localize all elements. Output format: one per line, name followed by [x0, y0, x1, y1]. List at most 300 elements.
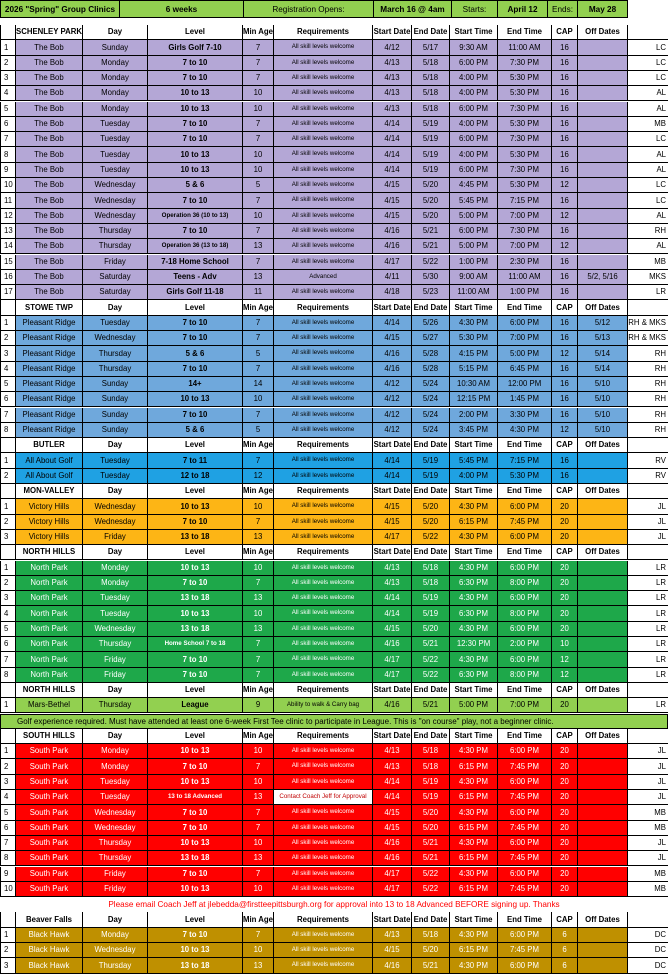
coach-initials: LR — [628, 285, 668, 300]
start-date: 4/17 — [373, 867, 412, 882]
cap: 20 — [552, 499, 578, 514]
end-time: 6:00 PM — [498, 867, 552, 882]
row-number: 10 — [0, 178, 16, 193]
off-dates — [578, 744, 628, 759]
min-age: 11 — [243, 285, 274, 300]
start-date: 4/16 — [373, 637, 412, 652]
start-time: 4:45 PM — [450, 178, 498, 193]
end-date: 5/21 — [412, 698, 450, 713]
end-time: 6:00 PM — [498, 836, 552, 851]
cap: 16 — [552, 255, 578, 270]
requirements: All skill levels welcome — [274, 316, 373, 331]
end-date: 5/18 — [412, 561, 450, 576]
row-number: 1 — [0, 316, 16, 331]
level: Level — [148, 545, 243, 560]
location: BUTLER — [16, 438, 83, 453]
location: The Bob — [16, 117, 83, 132]
off-dates — [578, 958, 628, 973]
day: Tuesday — [83, 591, 148, 606]
off-dates — [578, 193, 628, 208]
start-date: 4/16 — [373, 239, 412, 254]
off-dates: 5/13 — [578, 331, 628, 346]
cap: 20 — [552, 805, 578, 820]
min-age: 13 — [243, 622, 274, 637]
off-dates — [578, 928, 628, 943]
min-age: Min Age — [243, 912, 274, 927]
coach-initials — [628, 484, 668, 499]
level: 7 to 10 — [148, 668, 243, 683]
location: South Park — [16, 851, 83, 866]
cap: 20 — [552, 698, 578, 713]
start-time: 4:00 PM — [450, 86, 498, 101]
off-dates — [578, 867, 628, 882]
start-time: Start Time — [450, 25, 498, 40]
level: 13 to 18 — [148, 851, 243, 866]
requirements: Requirements — [274, 25, 373, 40]
level: 7 to 10 — [148, 576, 243, 591]
start-date: Start Date — [373, 912, 412, 927]
row-number: 1 — [0, 698, 16, 713]
off-dates: Off Dates — [578, 912, 628, 927]
off-dates — [578, 40, 628, 55]
off-dates — [578, 882, 628, 897]
off-dates — [578, 132, 628, 147]
min-age: 13 — [243, 530, 274, 545]
level: 7 to 10 — [148, 652, 243, 667]
start-time: 4:15 PM — [450, 346, 498, 361]
day: Friday — [83, 530, 148, 545]
requirements: All skill levels welcome — [274, 71, 373, 86]
cap: 16 — [552, 316, 578, 331]
off-dates — [578, 576, 628, 591]
level: Level — [148, 729, 243, 744]
requirements: All skill levels welcome — [274, 209, 373, 224]
off-dates — [578, 147, 628, 162]
coach-initials: RV — [628, 453, 668, 468]
requirements: Requirements — [274, 545, 373, 560]
requirements: All skill levels welcome — [274, 561, 373, 576]
end-time: 8:00 PM — [498, 668, 552, 683]
day: Friday — [83, 882, 148, 897]
day: Sunday — [83, 40, 148, 55]
starts-label: Starts: — [452, 0, 498, 18]
location: North Park — [16, 637, 83, 652]
min-age: 7 — [243, 56, 274, 71]
off-dates: Off Dates — [578, 545, 628, 560]
start-date: 4/17 — [373, 668, 412, 683]
cap: 12 — [552, 652, 578, 667]
off-dates: Off Dates — [578, 300, 628, 315]
day: Thursday — [83, 958, 148, 973]
end-date: End Date — [412, 545, 450, 560]
row-number: 5 — [0, 377, 16, 392]
table-row — [0, 270, 668, 285]
row-number: 1 — [0, 744, 16, 759]
end-time: 7:45 PM — [498, 759, 552, 774]
row-number: 2 — [0, 331, 16, 346]
location: Pleasant Ridge — [16, 392, 83, 407]
location: North Park — [16, 668, 83, 683]
row-number: 15 — [0, 255, 16, 270]
requirements: Requirements — [274, 438, 373, 453]
location: Mars-Bethel — [16, 698, 83, 713]
start-time: 4:30 PM — [450, 622, 498, 637]
requirements: All skill levels welcome — [274, 744, 373, 759]
requirements: All skill levels welcome — [274, 775, 373, 790]
end-date: 5/20 — [412, 499, 450, 514]
end-time: 6:00 PM — [498, 316, 552, 331]
table-row — [0, 316, 668, 331]
off-dates — [578, 622, 628, 637]
end-date: End Date — [412, 683, 450, 698]
end-time: 7:45 PM — [498, 882, 552, 897]
off-dates — [578, 851, 628, 866]
location: The Bob — [16, 71, 83, 86]
end-date: 5/19 — [412, 790, 450, 805]
start-time: 6:00 PM — [450, 224, 498, 239]
requirements: Advanced — [274, 270, 373, 285]
end-date: 5/19 — [412, 775, 450, 790]
row-number: 5 — [0, 805, 16, 820]
table-row — [0, 255, 668, 270]
start-time: 9:00 AM — [450, 270, 498, 285]
min-age: 10 — [243, 943, 274, 958]
row-number: 2 — [0, 515, 16, 530]
off-dates — [578, 285, 628, 300]
start-date: 4/16 — [373, 698, 412, 713]
requirements: All skill levels welcome — [274, 652, 373, 667]
off-dates: 5/2, 5/16 — [578, 270, 628, 285]
end-time: 6:00 PM — [498, 561, 552, 576]
min-age: 13 — [243, 591, 274, 606]
coach-initials — [628, 545, 668, 560]
level: 7 to 10 — [148, 56, 243, 71]
start-time: 4:30 PM — [450, 561, 498, 576]
off-dates — [578, 606, 628, 621]
cap: 16 — [552, 147, 578, 162]
start-time: 4:00 PM — [450, 469, 498, 484]
ends-date: May 28 — [578, 0, 628, 18]
start-time: 5:15 PM — [450, 362, 498, 377]
coach-initials: AL — [628, 147, 668, 162]
end-date: 5/21 — [412, 224, 450, 239]
level: 10 to 13 — [148, 836, 243, 851]
row-number: 12 — [0, 209, 16, 224]
coach-initials: MB — [628, 821, 668, 836]
row-number: 8 — [0, 851, 16, 866]
level: 5 & 6 — [148, 178, 243, 193]
level: Level — [148, 438, 243, 453]
level: 7 to 10 — [148, 515, 243, 530]
cap: 16 — [552, 86, 578, 101]
row-number — [0, 300, 16, 315]
row-number — [0, 438, 16, 453]
start-date: 4/13 — [373, 561, 412, 576]
row-number: 6 — [0, 637, 16, 652]
coach-initials: LC — [628, 132, 668, 147]
day: Monday — [83, 102, 148, 117]
min-age: 10 — [243, 163, 274, 178]
day: Monday — [83, 71, 148, 86]
start-date: 4/13 — [373, 71, 412, 86]
end-time: 5:30 PM — [498, 469, 552, 484]
start-date: Start Date — [373, 484, 412, 499]
table-row — [0, 958, 668, 973]
start-date: 4/15 — [373, 178, 412, 193]
cap: 16 — [552, 163, 578, 178]
start-time: 4:30 PM — [450, 928, 498, 943]
location: The Bob — [16, 40, 83, 55]
day: Thursday — [83, 698, 148, 713]
location: The Bob — [16, 193, 83, 208]
cap: 12 — [552, 178, 578, 193]
location: The Bob — [16, 209, 83, 224]
off-dates — [578, 775, 628, 790]
end-time: 6:00 PM — [498, 805, 552, 820]
off-dates — [578, 86, 628, 101]
end-time: 7:45 PM — [498, 943, 552, 958]
end-time: 5:30 PM — [498, 147, 552, 162]
table-row — [0, 637, 668, 652]
off-dates — [578, 652, 628, 667]
row-number: 3 — [0, 775, 16, 790]
start-date: 4/17 — [373, 255, 412, 270]
start-date: 4/12 — [373, 408, 412, 423]
end-time: 6:00 PM — [498, 499, 552, 514]
coach-initials: LC — [628, 71, 668, 86]
start-date: 4/14 — [373, 591, 412, 606]
cap: 20 — [552, 515, 578, 530]
coach-initials: RH — [628, 408, 668, 423]
location: NORTH HILLS — [16, 545, 83, 560]
day: Thursday — [83, 836, 148, 851]
end-time: 2:00 PM — [498, 637, 552, 652]
requirements: Requirements — [274, 683, 373, 698]
registration-date: March 16 @ 4am — [374, 0, 452, 18]
coach-initials: MB — [628, 882, 668, 897]
table-row — [0, 40, 668, 55]
location: Victory Hills — [16, 530, 83, 545]
level: 10 to 13 — [148, 392, 243, 407]
off-dates — [578, 117, 628, 132]
row-number: 1 — [0, 40, 16, 55]
coach-initials: RH & MKS — [628, 331, 668, 346]
start-date: 4/13 — [373, 86, 412, 101]
day: Thursday — [83, 637, 148, 652]
day: Monday — [83, 56, 148, 71]
cap: CAP — [552, 484, 578, 499]
min-age: 7 — [243, 821, 274, 836]
end-date: 5/28 — [412, 346, 450, 361]
start-time: 4:30 PM — [450, 836, 498, 851]
end-time: 6:00 PM — [498, 744, 552, 759]
start-time: 4:30 PM — [450, 591, 498, 606]
level: 7 to 10 — [148, 928, 243, 943]
row-number: 6 — [0, 821, 16, 836]
off-dates: Off Dates — [578, 683, 628, 698]
table-row — [0, 606, 668, 621]
cap: 12 — [552, 668, 578, 683]
min-age: 10 — [243, 147, 274, 162]
table-row — [0, 423, 668, 438]
level: 13 to 18 Advanced — [148, 790, 243, 805]
table-row — [0, 346, 668, 361]
end-date: 5/19 — [412, 132, 450, 147]
end-time: 11:00 AM — [498, 270, 552, 285]
start-time: 10:30 AM — [450, 377, 498, 392]
coach-initials — [628, 912, 668, 927]
coach-initials: MKS — [628, 270, 668, 285]
level: 14+ — [148, 377, 243, 392]
coach-initials: DC — [628, 928, 668, 943]
requirements: Requirements — [274, 912, 373, 927]
coach-initials: JL — [628, 775, 668, 790]
level: 7 to 10 — [148, 193, 243, 208]
level: 7 to 11 — [148, 453, 243, 468]
level: 10 to 13 — [148, 943, 243, 958]
end-date: 5/30 — [412, 270, 450, 285]
end-date: End Date — [412, 912, 450, 927]
requirements: All skill levels welcome — [274, 515, 373, 530]
start-date: Start Date — [373, 545, 412, 560]
min-age: 10 — [243, 836, 274, 851]
end-date: 5/20 — [412, 805, 450, 820]
off-dates — [578, 71, 628, 86]
off-dates: 5/14 — [578, 346, 628, 361]
table-row — [0, 759, 668, 774]
requirements: All skill levels welcome — [274, 408, 373, 423]
cap: 20 — [552, 576, 578, 591]
section-header — [0, 25, 668, 40]
start-time: 4:30 PM — [450, 316, 498, 331]
start-time: 4:00 PM — [450, 71, 498, 86]
row-number: 16 — [0, 270, 16, 285]
day: Tuesday — [83, 790, 148, 805]
coach-initials: LR — [628, 622, 668, 637]
end-time: 5:00 PM — [498, 346, 552, 361]
min-age: 10 — [243, 499, 274, 514]
min-age: 7 — [243, 224, 274, 239]
location: Victory Hills — [16, 515, 83, 530]
end-time: 6:00 PM — [498, 775, 552, 790]
off-dates: 5/10 — [578, 377, 628, 392]
off-dates — [578, 163, 628, 178]
coach-initials: LR — [628, 561, 668, 576]
start-time: 6:15 PM — [450, 759, 498, 774]
off-dates — [578, 255, 628, 270]
min-age: 13 — [243, 239, 274, 254]
min-age: Min Age — [243, 545, 274, 560]
start-time: 5:00 PM — [450, 209, 498, 224]
coach-initials: JL — [628, 759, 668, 774]
coach-initials: JL — [628, 744, 668, 759]
section-header — [0, 438, 668, 453]
start-time: Start Time — [450, 438, 498, 453]
day: Day — [83, 545, 148, 560]
location: The Bob — [16, 86, 83, 101]
off-dates — [578, 943, 628, 958]
min-age: 10 — [243, 606, 274, 621]
row-number: 3 — [0, 530, 16, 545]
cap: 20 — [552, 622, 578, 637]
end-date: End Date — [412, 438, 450, 453]
requirements: All skill levels welcome — [274, 759, 373, 774]
location: NORTH HILLS — [16, 683, 83, 698]
table-row — [0, 224, 668, 239]
location: Pleasant Ridge — [16, 423, 83, 438]
location: The Bob — [16, 132, 83, 147]
location: North Park — [16, 576, 83, 591]
coach-initials: LR — [628, 606, 668, 621]
level: 7 to 10 — [148, 132, 243, 147]
start-time: 4:30 PM — [450, 867, 498, 882]
coach-initials: JL — [628, 499, 668, 514]
cap: 16 — [552, 453, 578, 468]
location: The Bob — [16, 147, 83, 162]
cap: 16 — [552, 132, 578, 147]
requirements: All skill levels welcome — [274, 331, 373, 346]
end-date: 5/19 — [412, 117, 450, 132]
location: Black Hawk — [16, 943, 83, 958]
table-row — [0, 882, 668, 897]
row-number: 3 — [0, 958, 16, 973]
end-date: 5/20 — [412, 193, 450, 208]
end-time: 8:00 PM — [498, 576, 552, 591]
min-age: 14 — [243, 377, 274, 392]
day: Saturday — [83, 285, 148, 300]
start-time: 5:00 PM — [450, 698, 498, 713]
start-time: 2:00 PM — [450, 408, 498, 423]
location: All About Golf — [16, 453, 83, 468]
end-date: 5/21 — [412, 851, 450, 866]
location: The Bob — [16, 56, 83, 71]
row-number: 6 — [0, 392, 16, 407]
level: 7 to 10 — [148, 71, 243, 86]
off-dates: Off Dates — [578, 729, 628, 744]
level: Operation 36 (13 to 18) — [148, 239, 243, 254]
location: Black Hawk — [16, 928, 83, 943]
level: League — [148, 698, 243, 713]
day: Tuesday — [83, 316, 148, 331]
start-time: 12:15 PM — [450, 392, 498, 407]
start-date: Start Date — [373, 683, 412, 698]
location: Black Hawk — [16, 958, 83, 973]
requirements: All skill levels welcome — [274, 239, 373, 254]
location: The Bob — [16, 239, 83, 254]
end-date: 5/20 — [412, 209, 450, 224]
day: Tuesday — [83, 469, 148, 484]
coach-initials — [628, 729, 668, 744]
location: The Bob — [16, 102, 83, 117]
day: Wednesday — [83, 805, 148, 820]
end-time: 12:00 PM — [498, 377, 552, 392]
end-date: End Date — [412, 484, 450, 499]
day: Wednesday — [83, 178, 148, 193]
table-row — [0, 209, 668, 224]
coach-initials: MB — [628, 805, 668, 820]
end-date: End Date — [412, 300, 450, 315]
level: Level — [148, 683, 243, 698]
coach-initials: RH — [628, 224, 668, 239]
end-time: 6:45 PM — [498, 362, 552, 377]
location: Pleasant Ridge — [16, 346, 83, 361]
row-number: 2 — [0, 759, 16, 774]
start-time: 11:00 AM — [450, 285, 498, 300]
start-date: Start Date — [373, 729, 412, 744]
cap: 20 — [552, 821, 578, 836]
level: 7 to 10 — [148, 408, 243, 423]
location: South Park — [16, 759, 83, 774]
